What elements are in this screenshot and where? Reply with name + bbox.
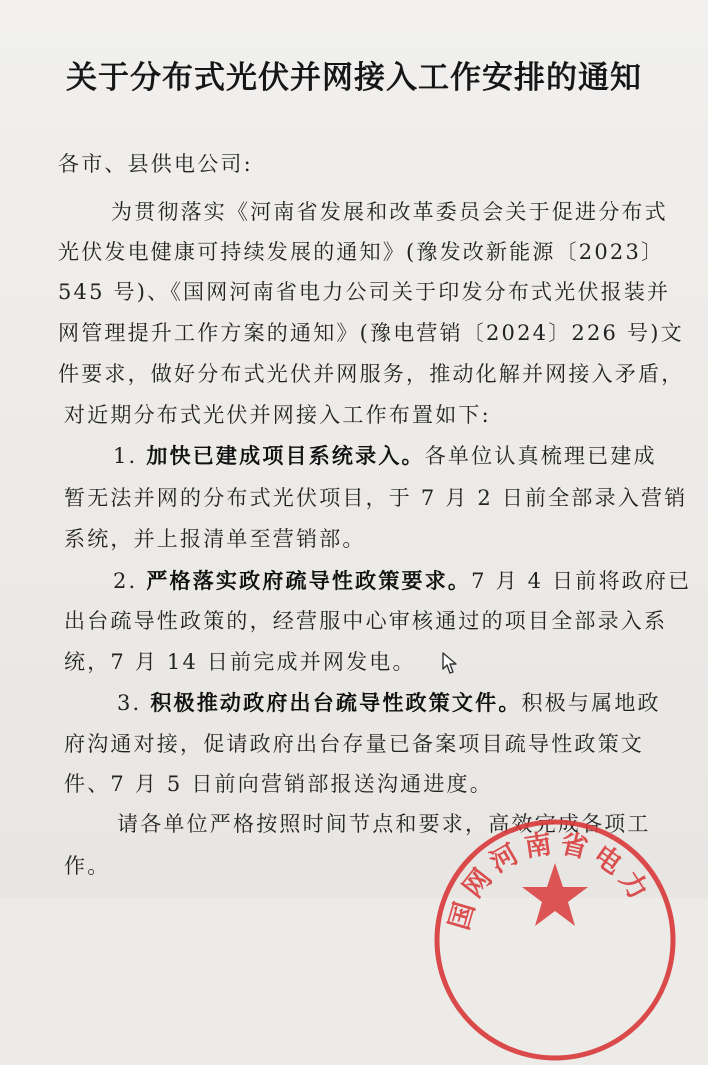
item-1-number: 1. <box>113 444 138 468</box>
item-1-first-line <box>113 440 657 470</box>
item-2-line-3: 统，7 月 14 日前完成并网发电。 <box>64 650 416 674</box>
closing-line-2: 作。 <box>64 854 111 878</box>
item-3-line-2: 府沟通对接，促请政府出台存量已备案项目疏导性政策文 <box>64 732 644 756</box>
intro-line-5: 件要求，做好分布式光伏并网服务，推动化解并网接入矛盾， <box>58 362 685 386</box>
item-3-first-line-rest: 积极与属地政 <box>521 691 661 715</box>
intro-line-3: 545 号)、《国网河南省电力公司关于印发分布式光伏报装并 <box>58 280 671 304</box>
item-2-first-line <box>113 565 691 595</box>
intro-line-6: 对近期分布式光伏并网接入工作布置如下: <box>64 403 491 427</box>
item-3-heading: 积极推动政府出台疏导性政策文件。 <box>150 690 522 715</box>
salutation: 各市、县供电公司: <box>58 152 253 176</box>
document-title: 关于分布式光伏并网接入工作安排的通知 <box>66 60 642 96</box>
item-2-number: 2. <box>113 569 138 593</box>
closing-line-1: 请各单位严格按照时间节点和要求，高效完成各项工 <box>117 812 651 836</box>
item-1-heading: 加快已建成项目系统录入。 <box>146 443 425 468</box>
intro-line-1: 为贯彻落实《河南省发展和改革委员会关于促进分布式 <box>111 200 668 224</box>
intro-line-2: 光伏发电健康可持续发展的通知》(豫发改新能源〔2023〕 <box>58 240 665 264</box>
item-3-line-3: 件、7 月 5 日前向营销部报送沟通进度。 <box>64 772 493 796</box>
seal-text: 国网河南省电力 <box>443 827 657 934</box>
item-1-line-2: 暂无法并网的分布式光伏项目，于 7 月 2 日前全部录入营销 <box>64 486 688 510</box>
item-1-first-line-rest: 各单位认真梳理已建成 <box>424 444 657 468</box>
official-seal-stamp <box>430 815 680 1065</box>
item-2-heading: 严格落实政府疏导性政策要求。 <box>146 568 472 593</box>
item-3-first-line <box>117 687 661 717</box>
item-3-number: 3. <box>117 691 142 715</box>
item-2-first-line-rest: 7 月 4 日前将政府已 <box>471 569 692 593</box>
item-2-line-2: 出台疏导性政策的，经营服中心审核通过的项目全部录入系 <box>64 609 668 633</box>
intro-line-4: 网管理提升工作方案的通知》(豫电营销〔2024〕226 号)文 <box>58 321 684 345</box>
mouse-cursor-icon <box>442 652 460 676</box>
item-1-line-3: 系统，并上报清单至营销部。 <box>64 527 366 551</box>
